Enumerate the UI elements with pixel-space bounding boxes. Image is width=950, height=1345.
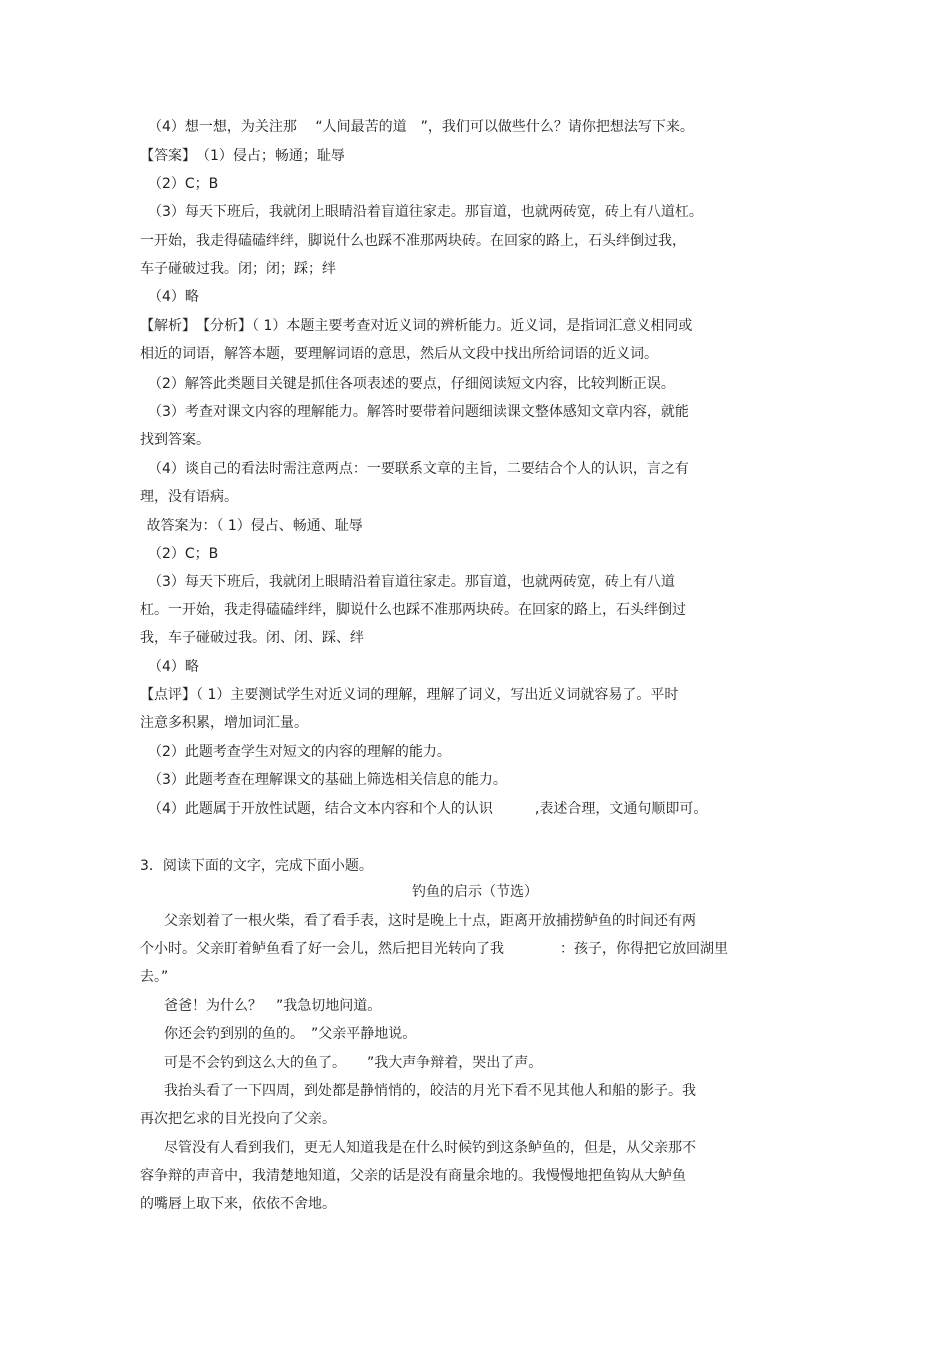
passage-para-5: 我抬头看了一下四周，到处都是静悄悄的，皎洁的月光下看不见其他人和船的影子。我 (164, 1083, 696, 1099)
passage-title: 钓鱼的启示（节选） (412, 884, 538, 900)
question-4-prompt: （4）想一想，为关注那 “人间最苦的道 ”，我们可以做些什么？请你把想法写下来。 (148, 119, 694, 135)
answer-line-3-cont-2: 车子碰破过我。闭；闭；踩；绊 (140, 261, 336, 277)
passage-para-2: 爸爸！为什么？ ”我急切地问道。 (164, 998, 382, 1014)
analysis-line-3-cont: 找到答案。 (140, 432, 210, 448)
answer-line-3-cont-1: 一开始，我走得磕磕绊绊，脚说什么也踩不准那两块砖。在回家的路上，石头绊倒过我， (140, 233, 686, 249)
passage-para-1-cont-1: 个小时。父亲盯着鲈鱼看了好一会儿，然后把目光转向了我 ：孩子，你得把它放回湖里 (140, 941, 728, 957)
passage-para-6-cont-1: 容争辩的声音中，我清楚地知道，父亲的话是没有商量余地的。我慢慢地把鱼钩从大鲈鱼 (140, 1168, 686, 1184)
answer-line-2: （2）C；B (148, 176, 219, 192)
passage-para-6: 尽管没有人看到我们，更无人知道我是在什么时候钓到这条鲈鱼的，但是，从父亲那不 (164, 1140, 696, 1156)
comment-line-1-cont: 注意多积累，增加词汇量。 (140, 715, 308, 731)
comment-line-3: （3）此题考查在理解课文的基础上筛选相关信息的能力。 (148, 772, 507, 788)
analysis-line-2: （2）解答此类题目关键是抓住各项表述的要点，仔细阅读短文内容，比较判断正误。 (148, 376, 675, 392)
answer-line-1: 【答案】 （1）侵占；畅通；耻辱 (140, 148, 345, 164)
passage-para-5-cont: 再次把乞求的目光投向了父亲。 (140, 1111, 336, 1127)
final-answer-line-3: （3）每天下班后，我就闭上眼睛沿着盲道往家走。那盲道，也就两砖宽，砖上有八道 (148, 574, 675, 590)
analysis-line-4-cont: 理，没有语病。 (140, 489, 238, 505)
analysis-line-1-cont: 相近的词语，解答本题，要理解词语的意思，然后从文段中找出所给词语的近义词。 (140, 346, 658, 362)
passage-para-4: 可是不会钓到这么大的鱼了。 ”我大声争辩着，哭出了声。 (164, 1055, 543, 1071)
final-answer-line-1: 故答案为：（ 1）侵占、畅通、耻辱 (142, 518, 363, 534)
answer-line-4: （4）略 (148, 289, 199, 305)
final-answer-line-3-cont-2: 我，车子碰破过我。闭、闭、踩、绊 (140, 630, 364, 646)
comment-line-1: 【点评】（ 1）主要测试学生对近义词的理解，理解了词义，写出近义词就容易了。平时 (140, 687, 679, 703)
analysis-line-4: （4）谈自己的看法时需注意两点：一要联系文章的主旨，二要结合个人的认识，言之有 (148, 461, 689, 477)
final-answer-line-2: （2）C；B (148, 546, 219, 562)
analysis-line-1: 【解析】 【分析】（ 1）本题主要考查对近义词的辨析能力。近义词，是指词汇意义相同或 (140, 318, 693, 334)
final-answer-line-3-cont-1: 杠。一开始，我走得磕磕绊绊，脚说什么也踩不准那两块砖。在回家的路上，石头绊倒过 (140, 602, 686, 618)
answer-line-3: （3）每天下班后，我就闭上眼睛沿着盲道往家走。那盲道，也就两砖宽，砖上有八道杠。 (148, 204, 703, 220)
question-3-heading: 3．阅读下面的文字，完成下面小题。 (140, 858, 373, 874)
comment-line-2: （2）此题考查学生对短文的内容的理解的能力。 (148, 744, 451, 760)
passage-para-1-cont-2: 去。” (140, 969, 169, 985)
comment-line-4: （4）此题属于开放性试题，结合文本内容和个人的认识 ,表述合理，文通句顺即可。 (148, 801, 708, 817)
passage-para-6-cont-2: 的嘴唇上取下来，依依不舍地。 (140, 1196, 336, 1212)
passage-para-3: 你还会钓到别的鱼的。 ”父亲平静地说。 (164, 1026, 417, 1042)
final-answer-line-4: （4）略 (148, 659, 199, 675)
passage-para-1: 父亲划着了一根火柴，看了看手表，这时是晚上十点，距离开放捕捞鲈鱼的时间还有两 (164, 913, 696, 929)
analysis-line-3: （3）考查对课文内容的理解能力。解答时要带着问题细读课文整体感知文章内容，就能 (148, 404, 689, 420)
